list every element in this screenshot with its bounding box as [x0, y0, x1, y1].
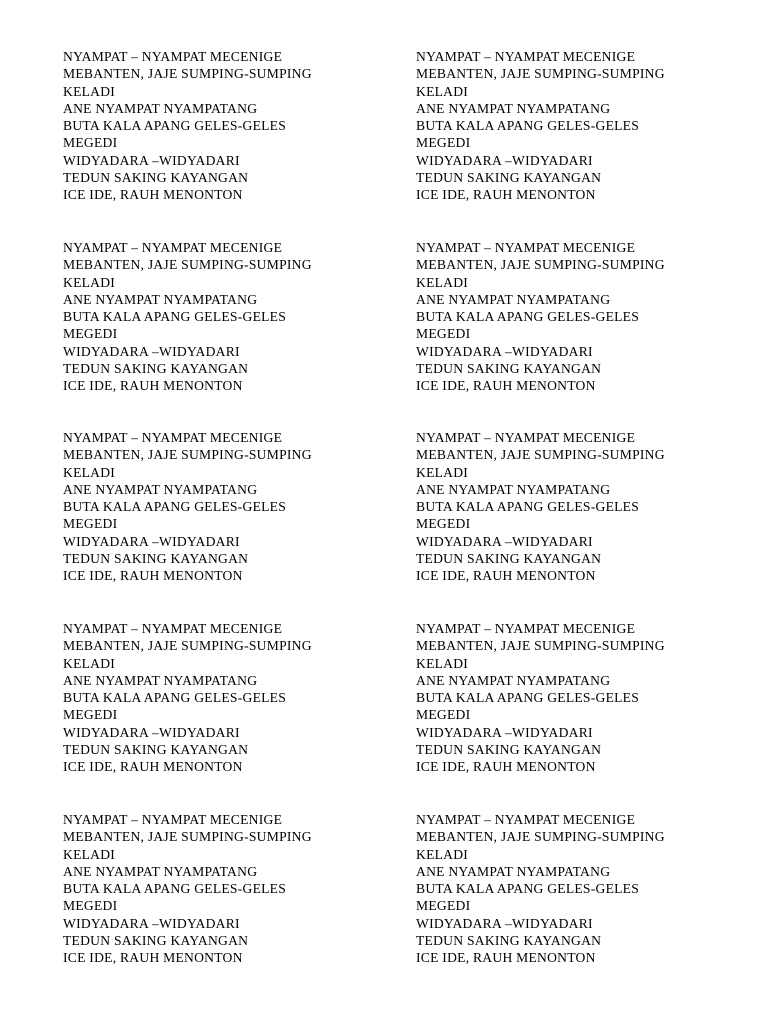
verse-line: TEDUN SAKING KAYANGAN	[416, 933, 602, 949]
verse-line: TEDUN SAKING KAYANGAN	[416, 361, 602, 377]
verse-line: MEGEDI	[63, 707, 118, 723]
verse-line: ANE NYAMPAT NYAMPATANG	[416, 863, 611, 879]
verse-line: NYAMPAT – NYAMPAT MECENIGE	[63, 430, 283, 445]
verse-line: MEGEDI	[63, 135, 118, 151]
verse-line: NYAMPAT – NYAMPAT MECENIGE	[416, 49, 636, 64]
verse-line: WIDYADARA –WIDYADARI	[63, 343, 240, 359]
verse-block	[63, 811, 403, 967]
verse-line: ICE IDE, RAUH MENONTON	[416, 187, 596, 203]
verse-block	[416, 48, 756, 204]
verse-line: WIDYADARA –WIDYADARI	[63, 724, 240, 740]
verse-line: MEGEDI	[416, 707, 471, 723]
verse-line: MEBANTEN, JAJE SUMPING-SUMPING	[63, 829, 312, 845]
verse-line: WIDYADARA –WIDYADARI	[63, 533, 240, 549]
verse-line: ANE NYAMPAT NYAMPATANG	[416, 291, 611, 307]
verse-line: NYAMPAT – NYAMPAT MECENIGE	[416, 812, 636, 827]
verse-line: MEGEDI	[416, 898, 471, 914]
verse-line: ICE IDE, RAUH MENONTON	[63, 950, 243, 966]
verse-line: WIDYADARA –WIDYADARI	[63, 915, 240, 931]
verse-line: TEDUN SAKING KAYANGAN	[416, 742, 602, 758]
verse-line: MEGEDI	[63, 326, 118, 342]
verse-line: ANE NYAMPAT NYAMPATANG	[63, 863, 258, 879]
verse-line: WIDYADARA –WIDYADARI	[416, 915, 593, 931]
verse-line: WIDYADARA –WIDYADARI	[416, 152, 593, 168]
verse-line: WIDYADARA –WIDYADARI	[63, 152, 240, 168]
verse-line: NYAMPAT – NYAMPAT MECENIGE	[416, 430, 636, 445]
verse-line: WIDYADARA –WIDYADARI	[416, 533, 593, 549]
verse-line: KELADI	[416, 83, 469, 99]
verse-line: TEDUN SAKING KAYANGAN	[416, 170, 602, 186]
verse-line: ICE IDE, RAUH MENONTON	[63, 378, 243, 394]
verse-line: NYAMPAT – NYAMPAT MECENIGE	[416, 240, 636, 255]
verse-line: TEDUN SAKING KAYANGAN	[63, 170, 249, 186]
verse-line: NYAMPAT – NYAMPAT MECENIGE	[63, 49, 283, 64]
verse-block	[63, 239, 403, 395]
verse-block	[63, 620, 403, 776]
verse-line: KELADI	[416, 846, 469, 862]
verse-line: MEBANTEN, JAJE SUMPING-SUMPING	[63, 66, 312, 82]
verse-line: TEDUN SAKING KAYANGAN	[63, 551, 249, 567]
verse-block	[416, 620, 756, 776]
verse-line: ANE NYAMPAT NYAMPATANG	[63, 291, 258, 307]
verse-block	[63, 48, 403, 204]
verse-line: MEGEDI	[416, 516, 471, 532]
verse-line: KELADI	[63, 655, 116, 671]
verse-line: BUTA KALA APANG GELES-GELES	[416, 690, 640, 706]
verse-line: MEBANTEN, JAJE SUMPING-SUMPING	[416, 66, 665, 82]
verse-line: MEBANTEN, JAJE SUMPING-SUMPING	[416, 638, 665, 654]
verse-block	[416, 239, 756, 395]
verse-line: MEBANTEN, JAJE SUMPING-SUMPING	[416, 257, 665, 273]
verse-line: KELADI	[63, 464, 116, 480]
verse-line: MEGEDI	[63, 516, 118, 532]
verse-line: MEGEDI	[416, 326, 471, 342]
verse-line: MEBANTEN, JAJE SUMPING-SUMPING	[63, 447, 312, 463]
verse-line: BUTA KALA APANG GELES-GELES	[63, 881, 287, 897]
verse-line: ANE NYAMPAT NYAMPATANG	[416, 672, 611, 688]
verse-line: ANE NYAMPAT NYAMPATANG	[416, 100, 611, 116]
verse-line: TEDUN SAKING KAYANGAN	[63, 361, 249, 377]
verse-line: MEBANTEN, JAJE SUMPING-SUMPING	[416, 447, 665, 463]
verse-line: ICE IDE, RAUH MENONTON	[416, 378, 596, 394]
verse-line: ANE NYAMPAT NYAMPATANG	[63, 100, 258, 116]
verse-line: ANE NYAMPAT NYAMPATANG	[63, 481, 258, 497]
verse-line: MEGEDI	[416, 135, 471, 151]
verse-line: KELADI	[416, 274, 469, 290]
verse-line: BUTA KALA APANG GELES-GELES	[416, 881, 640, 897]
verse-line: MEBANTEN, JAJE SUMPING-SUMPING	[416, 829, 665, 845]
verse-line: MEBANTEN, JAJE SUMPING-SUMPING	[63, 257, 312, 273]
verse-line: KELADI	[63, 83, 116, 99]
verse-line: TEDUN SAKING KAYANGAN	[63, 742, 249, 758]
verse-line: WIDYADARA –WIDYADARI	[416, 724, 593, 740]
verse-line: NYAMPAT – NYAMPAT MECENIGE	[63, 240, 283, 255]
verse-line: ICE IDE, RAUH MENONTON	[63, 187, 243, 203]
verse-line: TEDUN SAKING KAYANGAN	[63, 933, 249, 949]
verse-line: MEBANTEN, JAJE SUMPING-SUMPING	[63, 638, 312, 654]
verse-line: ICE IDE, RAUH MENONTON	[416, 950, 596, 966]
verse-line: NYAMPAT – NYAMPAT MECENIGE	[63, 812, 283, 827]
verse-line: BUTA KALA APANG GELES-GELES	[416, 499, 640, 515]
verse-line: ICE IDE, RAUH MENONTON	[416, 759, 596, 775]
verse-line: NYAMPAT – NYAMPAT MECENIGE	[416, 621, 636, 636]
verse-line: BUTA KALA APANG GELES-GELES	[63, 690, 287, 706]
verse-line: BUTA KALA APANG GELES-GELES	[416, 309, 640, 325]
verse-line: ANE NYAMPAT NYAMPATANG	[416, 481, 611, 497]
verse-block	[416, 811, 756, 967]
verse-line: KELADI	[63, 846, 116, 862]
verse-line: BUTA KALA APANG GELES-GELES	[63, 499, 287, 515]
verse-line: KELADI	[63, 274, 116, 290]
verse-line: WIDYADARA –WIDYADARI	[416, 343, 593, 359]
verse-line: ICE IDE, RAUH MENONTON	[416, 568, 596, 584]
verse-line: KELADI	[416, 464, 469, 480]
verse-line: MEGEDI	[63, 898, 118, 914]
verse-line: ANE NYAMPAT NYAMPATANG	[63, 672, 258, 688]
verse-block	[63, 429, 403, 585]
verse-line: NYAMPAT – NYAMPAT MECENIGE	[63, 621, 283, 636]
verse-block	[416, 429, 756, 585]
verse-line: KELADI	[416, 655, 469, 671]
verse-line: BUTA KALA APANG GELES-GELES	[63, 118, 287, 134]
verse-line: ICE IDE, RAUH MENONTON	[63, 568, 243, 584]
verse-line: ICE IDE, RAUH MENONTON	[63, 759, 243, 775]
verse-line: BUTA KALA APANG GELES-GELES	[63, 309, 287, 325]
verse-line: TEDUN SAKING KAYANGAN	[416, 551, 602, 567]
verse-line: BUTA KALA APANG GELES-GELES	[416, 118, 640, 134]
